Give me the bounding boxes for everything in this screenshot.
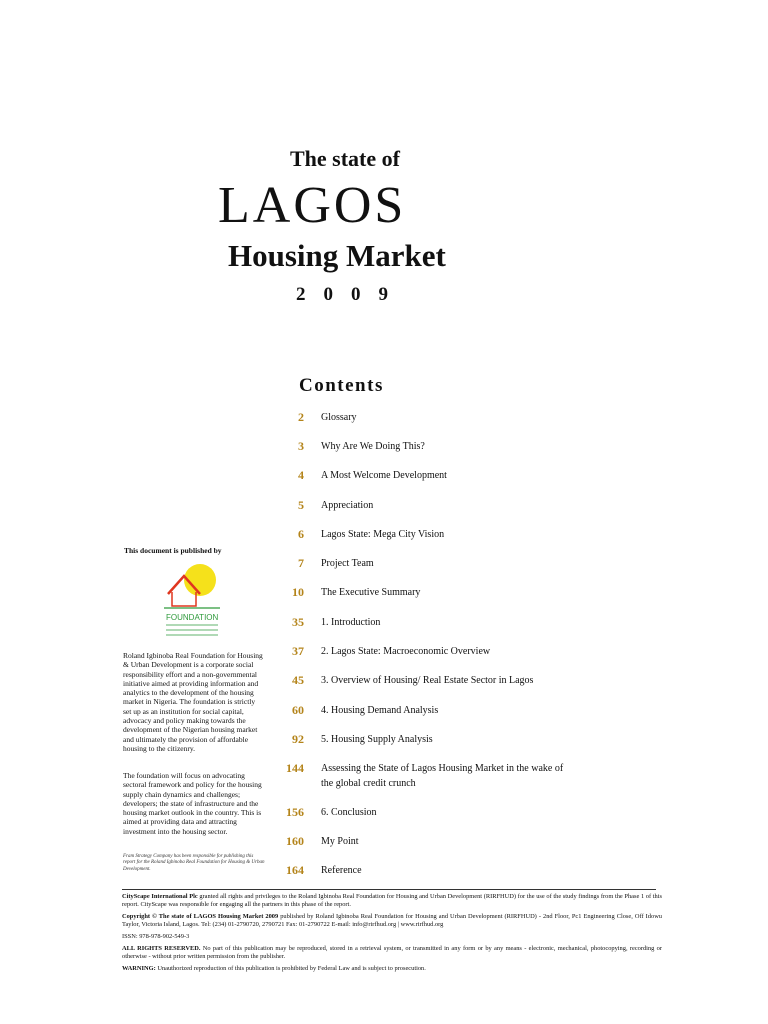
toc-page-number: 7 <box>298 556 304 570</box>
toc-label: Glossary <box>321 412 357 423</box>
foundation-description: Roland Igbinoba Real Foundation for Housing & Urban Development is a corporate social responsibility effort and a non-governmental initiative aimed at providing information and analytics to the development of the housing market in Nigeria. The foundation is strictly set up as an institution for social capital, advocacy and policy making towards the development of the Nigerian housing market and ultimately the provision of affordable housing to the citizenry. <box>123 651 263 753</box>
warning-paragraph <box>122 965 662 973</box>
logo-text: FOUNDATION <box>166 613 219 622</box>
title-year: 2009 <box>296 284 406 305</box>
toc-page-number: 164 <box>286 863 304 877</box>
toc-page-number: 10 <box>292 585 304 599</box>
copyright-bold: Copyright © The state of LAGOS Housing Market 2009 <box>122 913 279 920</box>
toc-page-number: 2 <box>298 410 304 424</box>
rights-paragraph <box>122 945 662 961</box>
toc-page-number: 6 <box>298 527 304 541</box>
toc-label: A Most Welcome Development <box>321 470 447 481</box>
credit-text: granted all rights and privileges to the Roland Igbinoba Real Foundation for Housing and Urban Development (RIRFHUD) for the use of the study findings from the Phase 1 of this report. CityScape was responsible for engaging all the partners in this phase of the report. <box>122 893 662 908</box>
toc-label: The Executive Summary <box>321 587 421 598</box>
toc-label: 1. Introduction <box>321 617 381 628</box>
toc-page-number: 160 <box>286 834 304 848</box>
toc-page-number: 35 <box>292 615 304 629</box>
issn-paragraph <box>122 933 662 941</box>
toc-label: Appreciation <box>321 500 374 511</box>
toc-label: My Point <box>321 836 359 847</box>
toc-label: 4. Housing Demand Analysis <box>321 705 439 716</box>
copyright-text: published by Roland Igbinoba Real Foundation for Housing and Urban Development (RIRFHUD) - 2nd Floor, Pc1 Engineering Close, Off Idowu Taylor, Victoria Island, Lagos. Tel: (234) 01-2790720, 2790721 Fax: 01-2790722 E-mail: info@rirfhud.org | www.rirfhud.org <box>122 913 663 928</box>
toc-label: Why Are We Doing This? <box>321 441 425 452</box>
rights-text: No part of this publication may be reproduced, stored in a retrieval system, or transmitted in any form or by any means - electronic, mechanical, photocopying, recording or otherwise - without prior written permission from the publisher. <box>122 945 662 960</box>
toc-page-number: 92 <box>292 732 304 746</box>
published-by-label: This document is published by <box>124 546 222 555</box>
issn-text: ISSN: 978-978-902-549-3 <box>122 933 190 940</box>
title-the-state-of: The state of <box>290 146 400 171</box>
toc-page-number: 4 <box>298 468 304 482</box>
legal-footer <box>122 893 662 977</box>
footer-divider <box>122 889 656 890</box>
toc-label: Assessing the State of Lagos Housing Market in the wake of the global credit crunch <box>321 763 564 789</box>
rights-bold: ALL RIGHTS RESERVED. <box>122 945 201 952</box>
toc-page-number: 37 <box>292 644 304 658</box>
house-sun-icon <box>160 562 230 638</box>
toc-label: Project Team <box>321 558 374 569</box>
credit-paragraph <box>122 893 662 909</box>
title-lagos: LAGOS <box>218 177 407 234</box>
toc-page-number: 45 <box>292 673 304 687</box>
toc-page-number: 144 <box>286 761 304 775</box>
toc-label: 3. Overview of Housing/ Real Estate Sector in Lagos <box>321 675 534 686</box>
foundation-focus: The foundation will focus on advocating sectoral framework and policy for the housing supply chain dynamics and challenges; developers; the state of infrastructure and the housing market outlook in the country. This is aimed at providing data and attracting investment into the housing sector. <box>123 771 262 836</box>
warning-bold: WARNING: <box>122 965 156 972</box>
toc-label: 5. Housing Supply Analysis <box>321 734 433 745</box>
credit-bold: CityScape International Plc <box>122 893 198 900</box>
toc-label: 6. Conclusion <box>321 807 377 818</box>
publisher-note: Fram Strategy Company has been responsible for publishing this report for the Roland Igbinoba Real Foundation for Housing & Urban Development. <box>123 854 265 872</box>
toc-page-number: 5 <box>298 498 304 512</box>
toc-label: Reference <box>321 865 362 876</box>
foundation-logo <box>160 562 230 638</box>
toc-label: Lagos State: Mega City Vision <box>321 529 445 540</box>
toc-page-number: 3 <box>298 439 304 453</box>
title-housing-market: Housing Market <box>228 238 446 273</box>
warning-text: Unauthorized reproduction of this publication is prohibited by Federal Law and is subject to prosecution. <box>155 965 426 972</box>
contents-heading: Contents <box>299 375 384 396</box>
toc-label: 2. Lagos State: Macroeconomic Overview <box>321 646 491 657</box>
toc-page-number: 60 <box>292 703 304 717</box>
toc-page-number: 156 <box>286 805 304 819</box>
copyright-paragraph <box>122 913 662 929</box>
